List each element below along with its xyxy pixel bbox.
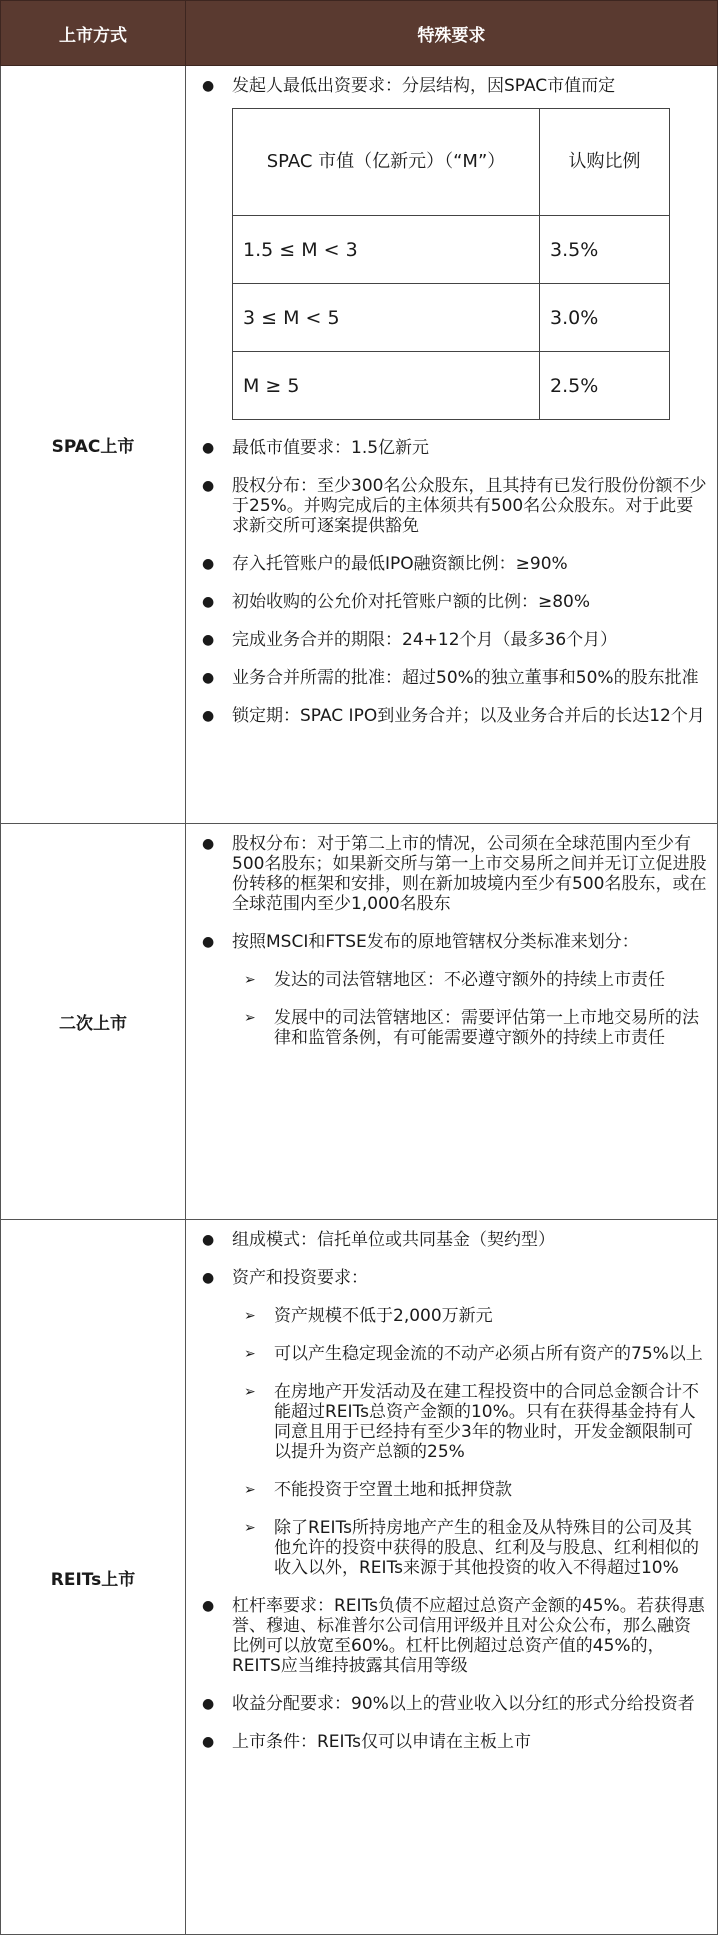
ratio-cell-value: 2.5% — [540, 352, 670, 420]
ratio-cell-range: M ≥ 5 — [233, 352, 540, 420]
ratio-cell-value: 3.0% — [540, 284, 670, 352]
table-row-spac — [1, 66, 718, 824]
list-item: ● 完成业务合并的期限：24+12个月（最多36个月） — [198, 630, 707, 650]
subscription-ratio-table — [232, 108, 670, 420]
sub-list-item: ➢ 不能投资于空置土地和抵押贷款 — [244, 1480, 707, 1500]
sub-list-item: ➢ 除了REITs所持房地产产生的租金及从特殊目的公司及其他允许的投资中获得的股息、红利及与股息、红利相似的收入以外，REITs来源于其他投资的收入不得超过10% — [244, 1518, 707, 1578]
ratio-cell-range: 1.5 ≤ M < 3 — [233, 216, 540, 284]
ratio-table-header — [233, 109, 670, 216]
bullet-text: 按照MSCI和FTSE发布的原地管辖权分类标准来划分： — [232, 932, 639, 952]
ratio-cell-value: 3.5% — [540, 216, 670, 284]
list-item: ● 业务合并所需的批准：超过50%的独立董事和50%的股东批准 — [198, 668, 707, 688]
sub-list-item: ➢ 资产规模不低于2,000万新元 — [244, 1306, 707, 1326]
list-item — [198, 1268, 707, 1578]
table-header-row — [1, 1, 718, 66]
list-item: ● 存入托管账户的最低IPO融资额比例：≥90% — [198, 554, 707, 574]
bullet-text: 资产和投资要求： — [232, 1268, 368, 1288]
header-listing-method: 上市方式 — [1, 1, 186, 66]
sub-list — [232, 970, 707, 1048]
requirements-cell — [186, 824, 718, 1220]
method-cell: REITs上市 — [1, 1220, 186, 1935]
requirements-cell — [186, 1220, 718, 1935]
bullet-list — [186, 66, 717, 726]
ratio-header-market-cap: SPAC 市值（亿新元）（“M”） — [233, 109, 540, 216]
method-cell: SPAC上市 — [1, 66, 186, 824]
table-row-secondary-listing — [1, 824, 718, 1220]
bullet-text: 发起人最低出资要求：分层结构，因SPAC市值而定 — [232, 76, 616, 96]
ratio-header-subscription: 认购比例 — [540, 109, 670, 216]
bullet-list — [186, 1220, 717, 1752]
method-cell: 二次上市 — [1, 824, 186, 1220]
sub-list-item: ➢ 发展中的司法管辖地区：需要评估第一上市地交易所的法律和监管条例，有可能需要遵守额外的持续上市责任 — [244, 1008, 707, 1048]
list-item: ● 锁定期：SPAC IPO到业务合并；以及业务合并后的长达12个月 — [198, 706, 707, 726]
list-item: ● 收益分配要求：90%以上的营业收入以分红的形式分给投资者 — [198, 1694, 707, 1714]
sub-list-item: ➢ 发达的司法管辖地区：不必遵守额外的持续上市责任 — [244, 970, 707, 990]
list-item: ● 股权分布：对于第二上市的情况，公司须在全球范围内至少有500名股东；如果新交所与第一上市交易所之间并无订立促进股份转移的框架和安排，则在新加坡境内至少有500名股东，或在全球范围内至少1,000名股东 — [198, 834, 707, 914]
list-item — [198, 76, 707, 420]
table-row-reits — [1, 1220, 718, 1935]
list-item — [198, 932, 707, 1048]
sub-list-item: ➢ 在房地产开发活动及在建工程投资中的合同总金额合计不能超过REITs总资产金额的10%。只有在获得基金持有人同意且用于已经持有至少3年的物业时，开发金额限制可以提升为资产总额的25% — [244, 1382, 707, 1462]
list-item: ● 初始收购的公允价对托管账户额的比例：≥80% — [198, 592, 707, 612]
bullet-list — [186, 824, 717, 1048]
sub-list-item: ➢ 可以产生稳定现金流的不动产必须占所有资产的75%以上 — [244, 1344, 707, 1364]
ratio-table-row — [233, 284, 670, 352]
list-item: ● 股权分布：至少300名公众股东，且其持有已发行股份份额不少于25%。并购完成后的主体须共有500名公众股东。对于此要求新交所可逐案提供豁免 — [198, 476, 707, 536]
ratio-table-row — [233, 352, 670, 420]
list-item: ● 上市条件：REITs仅可以申请在主板上市 — [198, 1732, 707, 1752]
sub-list — [232, 1306, 707, 1578]
ratio-table-row — [233, 216, 670, 284]
requirements-cell — [186, 66, 718, 824]
list-item: ● 杠杆率要求：REITs负债不应超过总资产金额的45%。若获得惠誉、穆迪、标准普尔公司信用评级并且对公众公布，那么融资比例可以放宽至60%。杠杆比例超过总资产值的45%的，REITS应当维持披露其信用等级 — [198, 1596, 707, 1676]
list-item: ● 组成模式：信托单位或共同基金（契约型） — [198, 1230, 707, 1250]
list-item: ● 最低市值要求：1.5亿新元 — [198, 438, 707, 458]
header-special-requirements: 特殊要求 — [186, 1, 718, 66]
ratio-cell-range: 3 ≤ M < 5 — [233, 284, 540, 352]
